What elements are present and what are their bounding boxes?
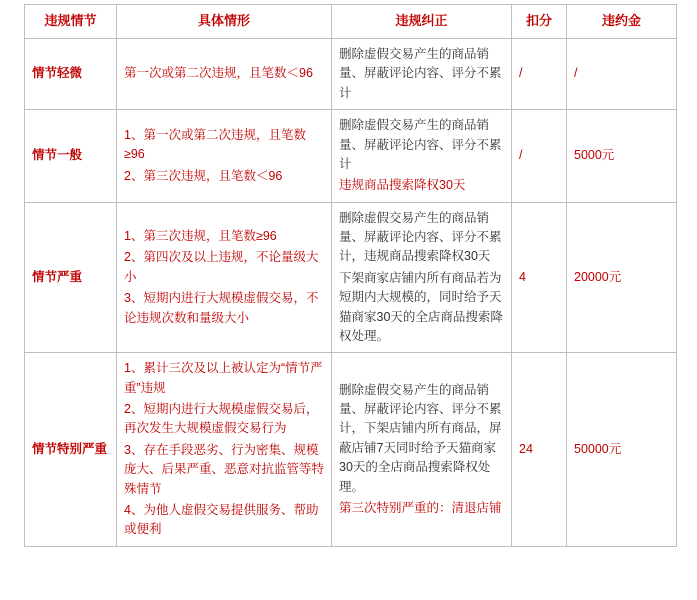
detail-line: 4、为他人虚假交易提供服务、帮助或便利 — [124, 502, 319, 537]
table-body — [25, 39, 677, 547]
detail-line: 3、短期内进行大规模虚假交易，不论违规次数和量级大小 — [124, 291, 319, 325]
fix-line-highlight: 违规商品搜索降权30天 — [339, 178, 466, 193]
detail-line: 1、第三次违规，且笔数≥96 — [124, 229, 277, 243]
cell-specific-situation — [117, 110, 332, 203]
column-header-specific-situation: 具体情形 — [117, 5, 332, 39]
column-header-violation-correction: 违规纠正 — [332, 5, 512, 39]
column-header-violation-level: 违规情节 — [25, 5, 117, 39]
cell-violation-level: 情节一般 — [25, 110, 117, 203]
cell-penalty-amount: 50000元 — [567, 353, 677, 546]
table-row — [25, 353, 677, 546]
cell-specific-situation — [117, 353, 332, 546]
column-header-deduction-points: 扣分 — [512, 5, 567, 39]
cell-deduction-points: / — [512, 110, 567, 203]
cell-specific-situation — [117, 202, 332, 353]
detail-line: 第一次或第二次违规，且笔数＜96 — [124, 66, 313, 81]
cell-penalty-amount: / — [567, 39, 677, 110]
cell-violation-level: 情节严重 — [25, 202, 117, 353]
detail-line: 2、第四次及以上违规，不论量级大小 — [124, 250, 319, 284]
table-row — [25, 39, 677, 110]
cell-violation-level: 情节特别严重 — [25, 353, 117, 546]
cell-deduction-points: / — [512, 39, 567, 110]
cell-violation-correction — [332, 110, 512, 203]
cell-violation-level: 情节轻微 — [25, 39, 117, 110]
table-row — [25, 110, 677, 203]
fix-line: 下架商家店铺内所有商品若为短期内大规模的，同时给予天猫商家30天的全店商品搜索降权处理。 — [339, 270, 503, 343]
cell-deduction-points: 4 — [512, 202, 567, 353]
violation-rules-table — [24, 4, 677, 547]
detail-line: 1、累计三次及以上被认定为“情节严重”违规 — [124, 361, 323, 395]
column-header-penalty-amount: 违约金 — [567, 5, 677, 39]
detail-line: 3、存在手段恶劣、行为密集、规模庞大、后果严重、恶意对抗监管等特殊情节 — [124, 442, 325, 496]
table-header-row — [25, 5, 677, 39]
fix-line: 删除虚假交易产生的商品销量、屏蔽评论内容、评分不累计，违规商品搜索降权30天 — [339, 210, 502, 264]
detail-line: 2、短期内进行大规模虚假交易后，再次发生大规模虚假交易行为 — [124, 402, 319, 436]
table-header — [25, 5, 677, 39]
cell-deduction-points: 24 — [512, 353, 567, 546]
detail-line: 2、第三次违规，且笔数＜96 — [124, 168, 283, 183]
cell-penalty-amount: 20000元 — [567, 202, 677, 353]
fix-line: 删除虚假交易产生的商品销量、屏蔽评论内容、评分不累计 — [339, 118, 502, 171]
fix-line-highlight: 第三次特别严重的：清退店铺 — [339, 500, 502, 515]
cell-violation-correction — [332, 202, 512, 353]
table-row — [25, 202, 677, 353]
cell-violation-correction — [332, 39, 512, 110]
cell-specific-situation — [117, 39, 332, 110]
fix-line: 删除虚假交易产生的商品销量、屏蔽评论内容、评分不累计 — [339, 47, 502, 100]
fix-line: 删除虚假交易产生的商品销量、屏蔽评论内容、评分不累计，下架店铺内所有商品，屏蔽店铺7天同时给予天猫商家30天的全店商品搜索降权处理。 — [339, 382, 502, 494]
cell-violation-correction — [332, 353, 512, 546]
detail-line: 1、第一次或第二次违规，且笔数≥96 — [124, 127, 306, 162]
cell-penalty-amount: 5000元 — [567, 110, 677, 203]
